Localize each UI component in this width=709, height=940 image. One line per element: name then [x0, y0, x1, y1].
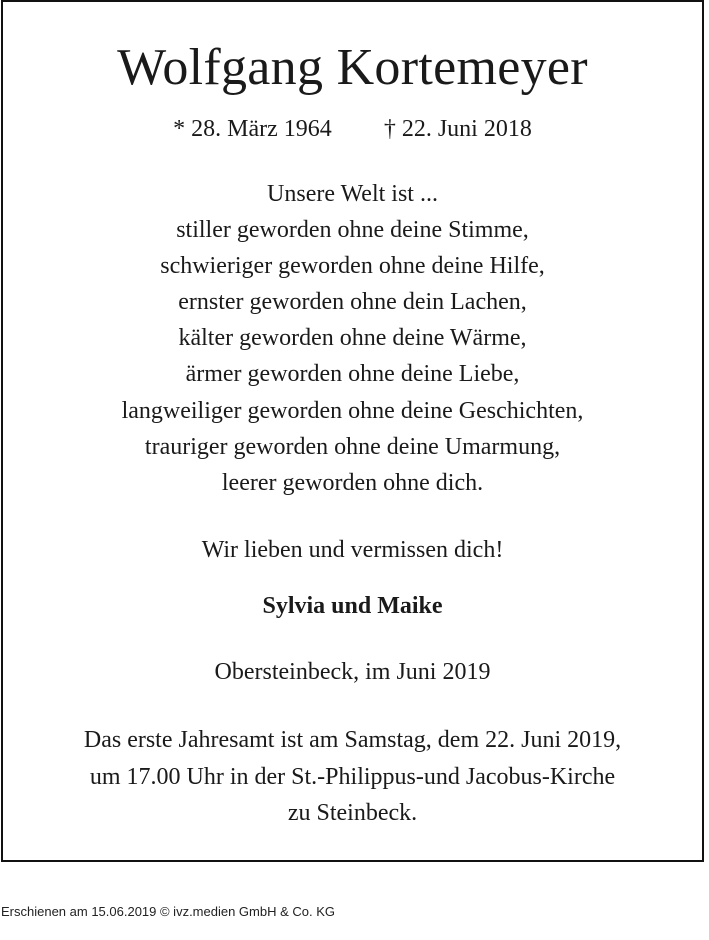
poem-line: stiller geworden ohne deine Stimme,	[176, 217, 529, 244]
poem	[3, 176, 702, 501]
poem-line: leerer geworden ohne dich.	[221, 469, 484, 496]
service-info	[3, 722, 702, 832]
service-line: zu Steinbeck.	[287, 800, 418, 826]
deceased-name: Wolfgang Kortemeyer	[117, 39, 588, 96]
place-date: Obersteinbeck, im Juni 2019	[214, 659, 491, 685]
birth-date: * 28. März 1964	[173, 116, 332, 142]
poem-line: ernster geworden ohne dein Lachen,	[178, 289, 527, 316]
poem-line: langweiliger geworden ohne deine Geschichten,	[121, 397, 584, 424]
poem-line: schwieriger geworden ohne deine Hilfe,	[160, 253, 545, 280]
service-line: Das erste Jahresamt ist am Samstag, dem 22. Juni 2019,	[83, 727, 622, 753]
service-line: um 17.00 Uhr in der St.-Philippus-und Jacobus-Kirche	[89, 763, 616, 790]
poem-line: ärmer geworden ohne deine Liebe,	[185, 361, 520, 388]
life-dates	[3, 114, 702, 144]
publication-footer: Erschienen am 15.06.2019 © ivz.medien GmbH & Co. KG	[1, 904, 336, 919]
poem-line: Unsere Welt ist ...	[267, 181, 438, 207]
poem-line: trauriger geworden ohne deine Umarmung,	[144, 433, 561, 460]
signers: Sylvia und Maike	[262, 593, 443, 619]
death-date: † 22. Juni 2018	[383, 116, 532, 142]
poem-line: kälter geworden ohne deine Wärme,	[178, 325, 527, 352]
love-line: Wir lieben und vermissen dich!	[201, 537, 504, 563]
obituary-notice	[1, 0, 704, 862]
